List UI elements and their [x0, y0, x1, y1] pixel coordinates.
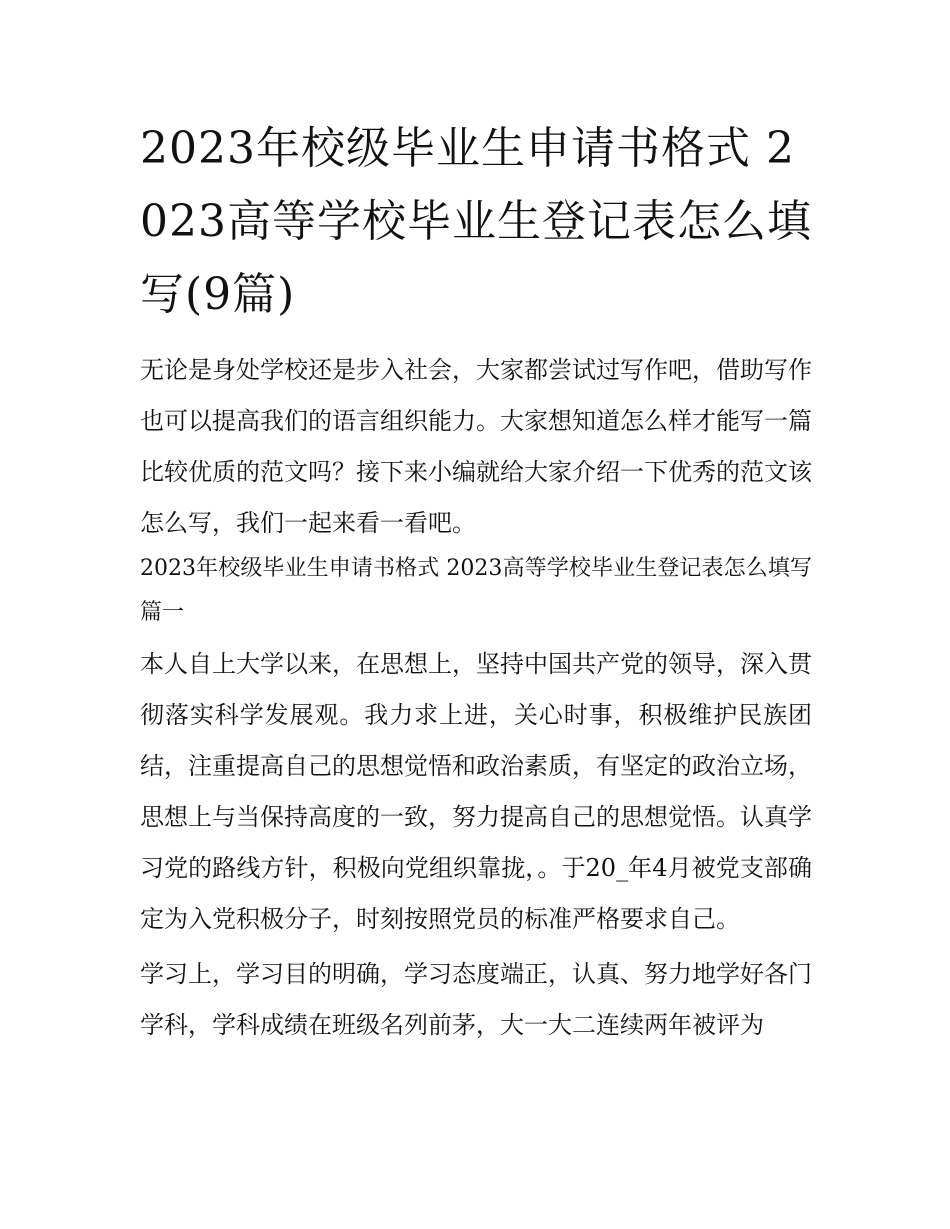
body-paragraph-1: 本人自上大学以来，在思想上，坚持中国共产党的领导，深入贯彻落实科学发展观。我力求上进，关心时事，积极维护民族团结，注重提高自己的思想觉悟和政治素质，有坚定的政治立场，思想上与当保持高度的一致，努力提高自己的思想觉悟。认真学习党的路线方针，积极向党组织靠拢，。于20_年4月被党支部确定为入党积极分子，时刻按照党员的标准严格要求自己。: [140, 650, 812, 933]
section-heading: 2023年校级毕业生申请书格式 2023高等学校毕业生登记表怎么填写篇一: [140, 556, 812, 625]
document-title: 2023年校级毕业生申请书格式 2023高等学校毕业生登记表怎么填写(9篇): [140, 123, 812, 320]
body-paragraph-2: 学习上，学习目的明确，学习态度端正，认真、努力地学好各门学科，学科成绩在班级名列前茅，大一大二连续两年被评为: [140, 960, 812, 1039]
document-page: [140, 112, 812, 1051]
intro-paragraph: 无论是身处学校还是步入社会，大家都尝试过写作吧，借助写作也可以提高我们的语言组织能力。大家想知道怎么样才能写一篇比较优质的范文吗？接下来小编就给大家介绍一下优秀的范文该怎么写，我们一起来看一看吧。: [140, 356, 812, 537]
